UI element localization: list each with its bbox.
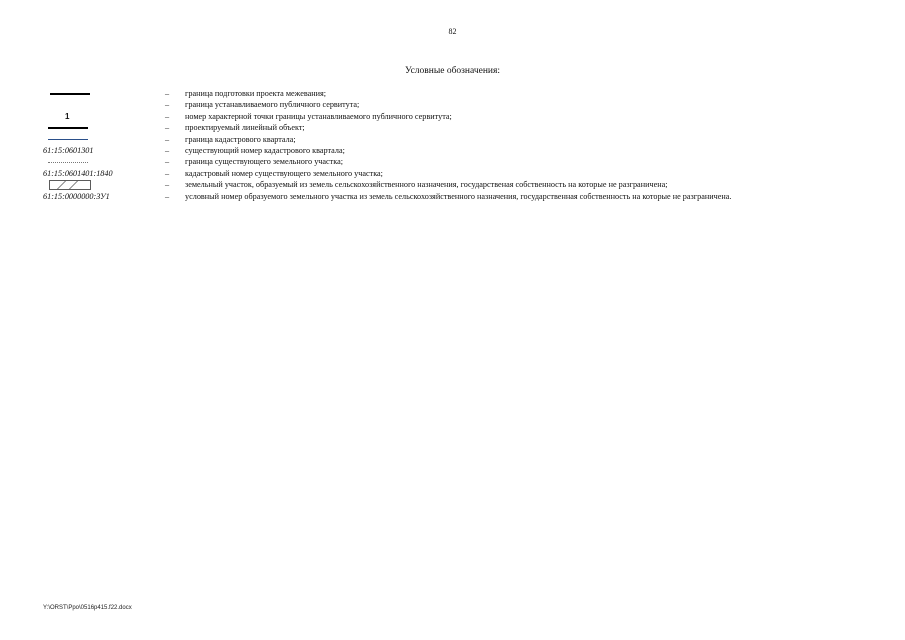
footer-file-path: Y:\ORST\Ppo\0516p415.f22.docx	[43, 605, 132, 611]
cadastral-parcel-number: 61:15:0601401:1840	[43, 168, 113, 178]
legend-row	[43, 111, 843, 122]
thick-line-symbol	[50, 93, 90, 95]
legend-dash: –	[165, 168, 170, 178]
legend-description: кадастровый номер существующего земельного участка;	[185, 168, 383, 178]
legend-dash: –	[165, 191, 170, 201]
legend-symbol	[43, 99, 137, 110]
legend-symbol	[43, 134, 137, 145]
legend-row	[43, 168, 843, 179]
legend-description: граница кадастрового квартала;	[185, 134, 296, 144]
cadastral-quarter-number: 61:15:0601301	[43, 146, 94, 156]
legend-dash: –	[165, 180, 170, 190]
legend-description: существующий номер кадастрового квартала;	[185, 146, 345, 156]
legend-description: номер характерной точки границы устанавливаемого публичного сервитута;	[185, 111, 452, 121]
legend-description: граница подготовки проекта межевания;	[185, 89, 327, 98]
legend-symbol	[43, 168, 137, 179]
legend-dash: –	[165, 111, 170, 121]
hatched-parcel-icon	[49, 180, 91, 190]
legend-row	[43, 156, 843, 167]
legend-dash: –	[165, 123, 170, 133]
conditional-parcel-number: 61:15:0000000:ЗУ1	[43, 191, 110, 201]
legend-description: условный номер образуемого земельного участка из земель сельскохозяйственного назначения, государственная собственность на которые не разграничена.	[185, 191, 732, 201]
dotted-line-symbol	[48, 162, 88, 163]
legend-symbol	[43, 122, 137, 133]
legend-row	[43, 191, 843, 202]
legend-symbol	[43, 156, 137, 167]
legend-row	[43, 134, 843, 145]
legend-symbol	[43, 111, 137, 122]
legend-symbol	[43, 88, 137, 99]
legend-list	[43, 88, 843, 202]
legend-description: земельный участок, образуемый из земель сельскохозяйственного назначения, государственая собственность на которые не разграничена;	[185, 180, 668, 190]
legend-symbol	[43, 191, 137, 202]
legend-title: Условные обозначения:	[404, 66, 500, 76]
legend-row	[43, 99, 843, 110]
page-number: 82	[448, 27, 457, 36]
legend-symbol	[43, 179, 137, 190]
legend-dash: –	[165, 100, 170, 110]
point-number-symbol: 1	[65, 111, 70, 121]
legend-row	[43, 179, 843, 190]
legend-description: граница устанавливаемого публичного сервитута;	[185, 100, 360, 110]
legend-dash: –	[165, 134, 170, 144]
legend-dash: –	[165, 157, 170, 167]
legend-symbol	[43, 145, 137, 156]
legend-row	[43, 145, 843, 156]
quarter-boundary-line-symbol	[48, 139, 88, 140]
legend-description: проектируемый линейный объект;	[185, 123, 305, 133]
legend-row	[43, 122, 843, 133]
legend-dash: –	[165, 89, 170, 98]
line-symbol	[48, 127, 88, 128]
legend-dash: –	[165, 146, 170, 156]
legend-row	[43, 88, 843, 99]
legend-description: граница существующего земельного участка;	[185, 157, 344, 167]
